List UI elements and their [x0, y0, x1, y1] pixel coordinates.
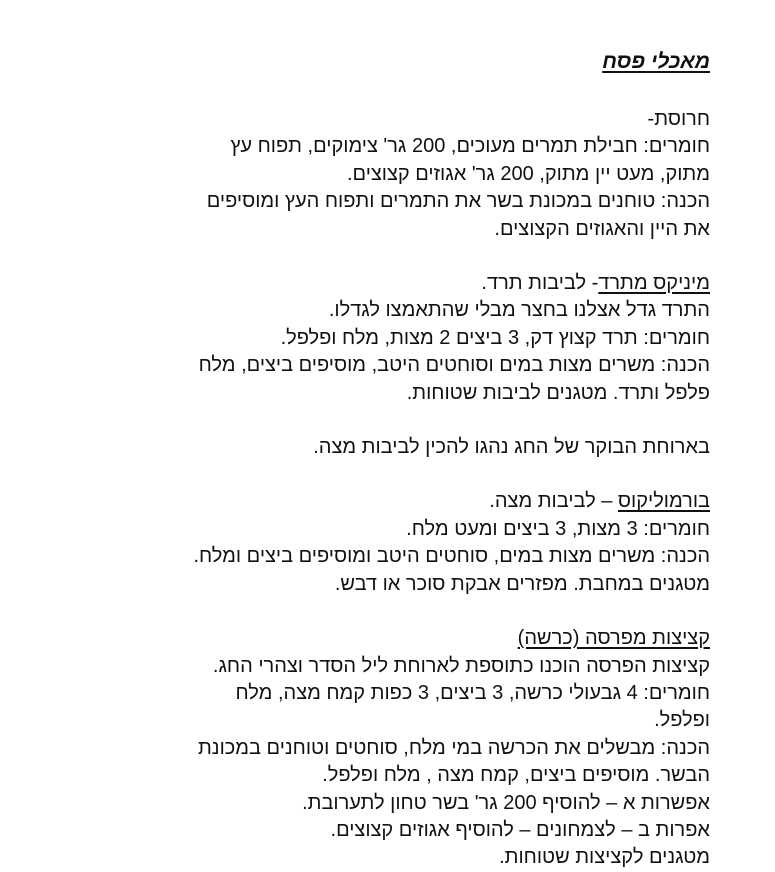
section-line: הכנה: משרים מצות במים וסוחטים היטב, מוסיפים ביצים, מלח — [198, 354, 710, 377]
section-charoset — [150, 106, 710, 243]
section-line: פלפל ותרד. מטגנים לביבות שטוחות. — [406, 381, 710, 404]
section-heading-rest: - לביבות תרד. — [481, 272, 599, 295]
paragraph-gap — [150, 461, 710, 488]
section-line: הבשר. מוסיפים ביצים, קמח מצה , מלח ופלפל. — [322, 764, 710, 787]
section-heading-underlined: בורמוליקוס — [617, 490, 710, 513]
section-line: אפרות ב – לצמחונים – להוסיף אגוזים קצוצים. — [330, 818, 710, 841]
section-leek-patties — [150, 625, 710, 872]
section-line: הכנה: מבשלים את הכרשה במי מלח, סוחטים וטוחנים במכונת — [197, 736, 710, 759]
paragraph-gap — [150, 407, 710, 434]
section-heading-underlined: מיניקס מתרד — [598, 272, 710, 295]
section-line: מתוק, מעט יין מתוק, 200 גר' אגוזים קצוצים. — [346, 162, 710, 185]
section-line: חומרים: חבילת תמרים מעוכים, 200 גר' צימוקים, תפוח עץ — [230, 135, 710, 158]
section-line: חומרים: תרד קצוץ דק, 3 ביצים 2 מצות, מלח ופלפל. — [280, 326, 710, 349]
section-line: ופלפל. — [654, 709, 710, 732]
section-line: מטגנים במחבת. מפזרים אבקת סוכר או דבש. — [334, 572, 710, 595]
section-line: חומרים: 3 מצות, 3 ביצים ומעט מלח. — [406, 517, 710, 540]
section-heading-rest: חרוסת- — [647, 108, 710, 130]
section-line: הכנה: משרים מצות במים, סוחטים היטב ומוסיפים ביצים ומלח. — [193, 545, 710, 568]
section-heading-underlined: קציצות מפרסה (כרשה) — [517, 627, 710, 650]
section-heading-rest: בארוחת הבוקר של החג נהגו להכין לביבות מצה. — [313, 436, 710, 459]
section-line: חומרים: 4 גבעולי כרשה, 3 ביצים, 3 כפות קמח מצה, מלח — [235, 681, 710, 704]
section-line: את היין והאגוזים הקצוצים. — [494, 217, 710, 240]
section-line: קציצות הפרסה הוכנו כתוספת לארוחת ליל הסדר וצהרי החג. — [212, 654, 710, 677]
section-line: אפשרות א – להוסיף 200 גר' בשר טחון לתערובת. — [302, 791, 710, 814]
section-heading-rest: – לביבות מצה. — [489, 490, 618, 513]
section-line: מטגנים לקציצות שטוחות. — [499, 846, 710, 869]
section-heading — [150, 488, 710, 515]
section-heading — [150, 434, 710, 461]
paragraph-gap — [150, 598, 710, 625]
section-heading — [150, 106, 710, 133]
document-title: מאכלי פסח — [602, 50, 710, 73]
section-spinach-pancakes — [150, 270, 710, 407]
section-heading — [150, 625, 710, 652]
paragraph-gap — [150, 243, 710, 270]
recipe-document — [150, 48, 710, 872]
section-heading — [150, 270, 710, 297]
section-line: הכנה: טוחנים במכונת בשר את התמרים ותפוח העץ ומוסיפים — [206, 190, 710, 213]
section-burmolikos — [150, 488, 710, 598]
section-breakfast-note — [150, 434, 710, 461]
section-line: התרד גדל אצלנו בחצר מבלי שהתאמצו לגדלו. — [328, 299, 710, 322]
